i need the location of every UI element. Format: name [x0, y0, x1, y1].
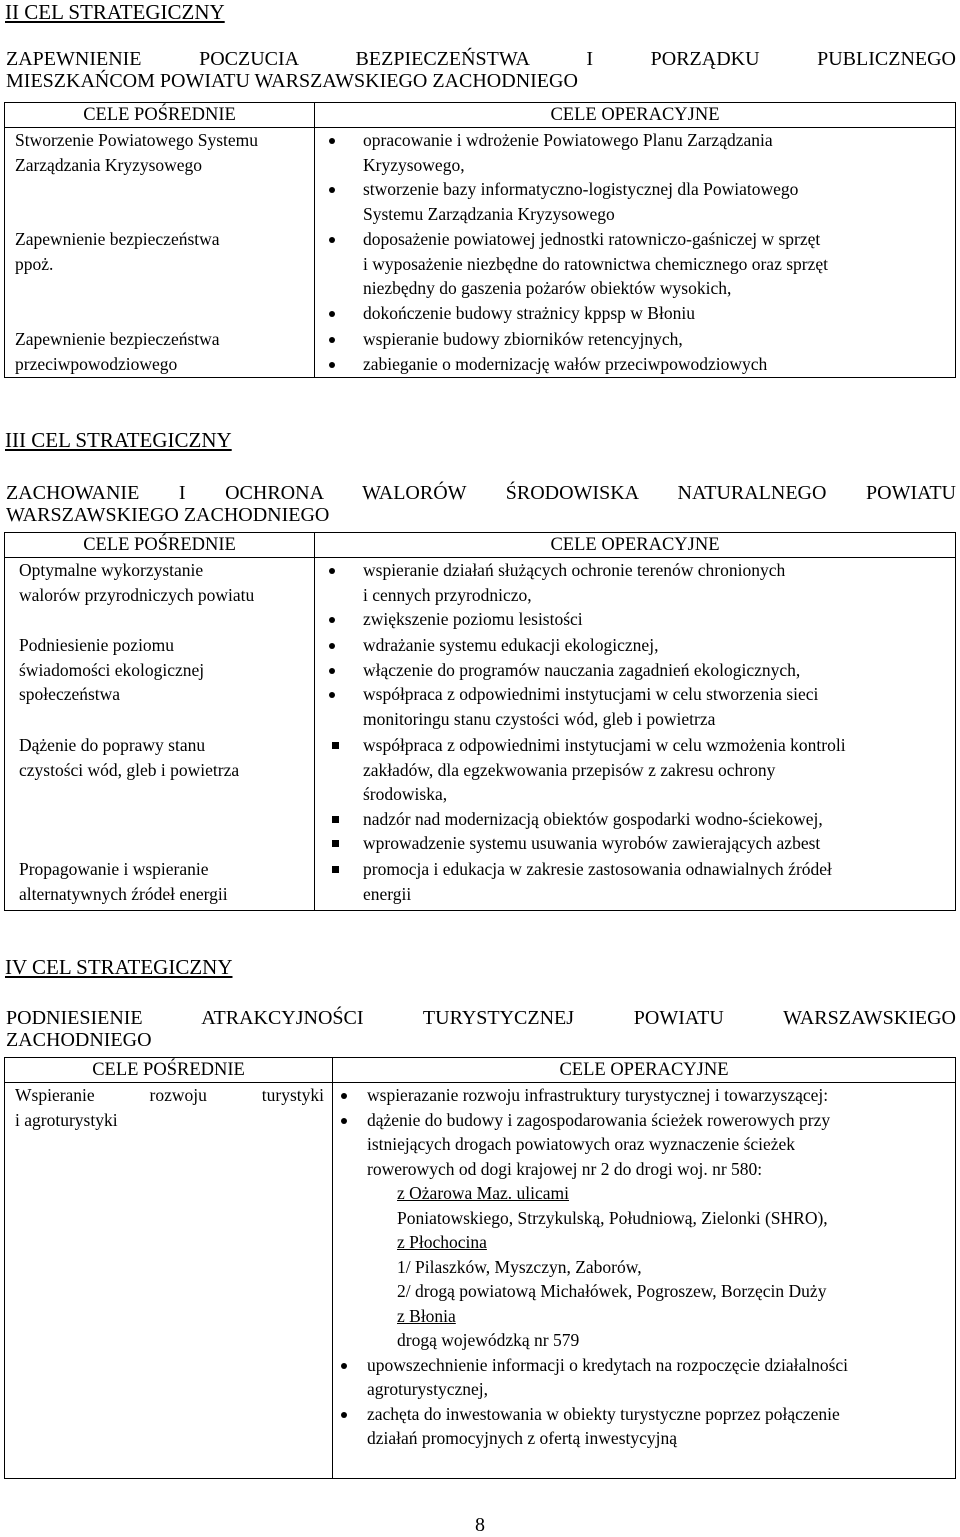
- text-line: Podniesienie poziomu: [19, 635, 175, 655]
- text-line: i wyposażenie niezbędne do ratownictwa chemicznego oraz sprzęt: [363, 253, 828, 274]
- table-row: [5, 857, 955, 910]
- text-line: istniejących drogach powiatowych oraz wyznaczenie ścieżek: [367, 1134, 796, 1154]
- text-line: Systemu Zarządzania Kryzysowego: [363, 203, 615, 224]
- section-title: IV CEL STRATEGICZNY: [5, 955, 233, 979]
- table-row: [5, 327, 955, 377]
- list-item: [329, 352, 955, 377]
- intermediate-goal: [5, 128, 315, 227]
- square-bullet-icon: [332, 742, 339, 749]
- text-line: wspieranie budowy zbiorników retencyjnych,: [363, 329, 683, 349]
- page-number: 8: [475, 1514, 485, 1536]
- text-line: działań promocyjnych z ofertą inwestycyjną: [367, 1428, 678, 1448]
- table-header: [5, 103, 955, 128]
- bullet-icon: [329, 568, 335, 574]
- list-item: [329, 227, 955, 301]
- list-item: [329, 607, 955, 632]
- table-row: [5, 1083, 955, 1478]
- route-path: drogą wojewódzką nr 579: [397, 1330, 580, 1350]
- col-header-intermediate: CELE POŚREDNIE: [5, 1058, 333, 1082]
- goal-line: WARSZAWSKIEGO ZACHODNIEGO: [6, 504, 330, 526]
- goals-table: [4, 532, 956, 911]
- text-line: i cennych przyrodniczo,: [363, 584, 532, 605]
- col-header-operational: CELE OPERACYJNE: [559, 1060, 729, 1080]
- intermediate-goal: [5, 633, 315, 733]
- list-item: [329, 658, 955, 683]
- col-header-operational: CELE OPERACYJNE: [550, 105, 720, 125]
- list-item: [329, 128, 955, 177]
- text-line: społeczeństwa: [19, 684, 121, 704]
- text-line: przeciwpowodziowego: [15, 353, 178, 374]
- list-item: [341, 1402, 955, 1451]
- text-line: Propagowanie i wspieranie: [19, 859, 209, 879]
- table-row: [5, 733, 955, 857]
- goal-line: ZACHODNIEGO: [6, 1029, 152, 1051]
- operational-goals: [315, 733, 955, 857]
- route-path: 2/ drogą powiatową Michałówek, Pogroszew, Borzęcin Duży: [397, 1281, 827, 1301]
- list-item: [329, 558, 955, 607]
- table-row: [5, 633, 955, 733]
- text-line: walorów przyrodniczych powiatu: [19, 584, 255, 605]
- section-title: III CEL STRATEGICZNY: [5, 428, 232, 452]
- goal-line: PODNIESIENIE ATRAKCYJNOŚCI TURYSTYCZNEJ POWIATU WARSZAWSKIEGO: [6, 1007, 956, 1029]
- table-header: [5, 533, 955, 558]
- text-line: współpraca z odpowiednimi instytucjami w celu wzmożenia kontroli: [363, 735, 846, 755]
- bullet-icon: [341, 1093, 347, 1099]
- text-line: wprowadzenie systemu usuwania wyrobów zawierających azbest: [363, 833, 821, 853]
- strategic-goal: [6, 48, 956, 92]
- list-item: [341, 1083, 955, 1108]
- list-item: [329, 831, 955, 856]
- text-line: opracowanie i wdrożenie Powiatowego Planu Zarządzania: [363, 130, 773, 150]
- list-item: [329, 327, 955, 352]
- intermediate-goal: [5, 558, 315, 633]
- table-header: [5, 1058, 955, 1083]
- text-line: energii: [363, 883, 412, 904]
- text-line: dążenie do budowy i zagospodarowania ścieżek rowerowych przy: [367, 1109, 831, 1130]
- list-item: [341, 1353, 955, 1402]
- text-line: Stworzenie Powiatowego Systemu: [15, 130, 259, 150]
- square-bullet-icon: [332, 840, 339, 847]
- text-line: świadomości ekologicznej: [19, 659, 205, 680]
- text-line: promocja i edukacja w zakresie zastosowania odnawialnych źródeł: [363, 859, 832, 879]
- intermediate-goal: [5, 227, 315, 327]
- strategic-goal: [6, 482, 956, 526]
- text-line: ppoż.: [15, 253, 54, 274]
- goal-line: ZAPEWNIENIE POCZUCIA BEZPIECZEŃSTWA I PORZĄDKU PUBLICZNEGO: [6, 48, 956, 70]
- operational-goals: [315, 227, 955, 327]
- table-row: [5, 558, 955, 633]
- intermediate-goal: [5, 857, 315, 910]
- operational-goals: [315, 558, 955, 633]
- operational-goals: [333, 1083, 955, 1478]
- text-line: Optymalne wykorzystanie: [19, 560, 204, 580]
- list-item: [329, 733, 955, 807]
- text-line: zwiększenie poziomu lesistości: [363, 609, 583, 629]
- bullet-icon: [329, 311, 335, 317]
- list-item: [329, 301, 955, 326]
- bullet-icon: [329, 362, 335, 368]
- table-row: [5, 227, 955, 327]
- bullet-icon: [329, 692, 335, 698]
- text-line: czystości wód, gleb i powietrza: [19, 759, 240, 780]
- strategic-goal: [6, 1007, 956, 1051]
- text-line: włączenie do programów nauczania zagadnień ekologicznych,: [363, 659, 801, 680]
- text-line: wspieranie działań służących ochronie terenów chronionych: [363, 560, 786, 580]
- goals-table: [4, 1057, 956, 1479]
- text-line: współpraca z odpowiednimi instytucjami w celu stworzenia sieci: [363, 684, 819, 704]
- bullet-icon: [329, 187, 335, 193]
- list-item: [329, 682, 955, 731]
- list-item: [329, 807, 955, 832]
- bullet-icon: [341, 1412, 347, 1418]
- goal-line: MIESZKAŃCOM POWIATU WARSZAWSKIEGO ZACHODNIEGO: [6, 70, 578, 92]
- text-line: rowerowych od dogi krajowej nr 2 do drogi woj. nr 580:: [367, 1158, 763, 1179]
- square-bullet-icon: [332, 866, 339, 873]
- text-line: Zapewnienie bezpieczeństwa: [15, 229, 220, 249]
- list-item: [329, 633, 955, 658]
- text-line: monitoringu stanu czystości wód, gleb i powietrza: [363, 708, 716, 729]
- text-line: zachęta do inwestowania w obiekty turystyczne poprzez połączenie: [367, 1403, 840, 1424]
- text-line: stworzenie bazy informatyczno-logistycznej dla Powiatowego: [363, 179, 799, 199]
- list-item: [341, 1108, 955, 1353]
- col-header-intermediate: CELE POŚREDNIE: [5, 103, 315, 127]
- square-bullet-icon: [332, 816, 339, 823]
- bullet-icon: [329, 668, 335, 674]
- text-line: upowszechnienie informacji o kredytach na rozpoczęcie działalności: [367, 1354, 849, 1375]
- col-header-operational: CELE OPERACYJNE: [550, 535, 720, 555]
- goals-table: [4, 102, 956, 378]
- bullet-icon: [329, 643, 335, 649]
- list-item: [329, 857, 955, 906]
- col-header-intermediate: CELE POŚREDNIE: [5, 533, 315, 557]
- route-path: 1/ Pilaszków, Myszczyn, Zaborów,: [397, 1256, 642, 1277]
- route-origin: z Ożarowa Maz. ulicami: [397, 1183, 570, 1203]
- operational-goals: [315, 327, 955, 377]
- section-title: II CEL STRATEGICZNY: [5, 0, 225, 24]
- text-line: wdrażanie systemu edukacji ekologicznej,: [363, 635, 659, 655]
- bullet-icon: [329, 237, 335, 243]
- text-line: doposażenie powiatowej jednostki ratowniczo-gaśniczej w sprzęt: [363, 229, 821, 249]
- operational-goals: [315, 633, 955, 733]
- text-line: agroturystycznej,: [367, 1379, 488, 1399]
- text-line: dokończenie budowy strażnicy kppsp w Błoniu: [363, 302, 695, 323]
- text-line: Zapewnienie bezpieczeństwa: [15, 329, 220, 349]
- text-line: wspierazanie rozwoju infrastruktury turystycznej i towarzyszącej:: [367, 1085, 829, 1105]
- bullet-icon: [341, 1118, 347, 1124]
- text-line: alternatywnych źródeł energii: [19, 883, 228, 904]
- list-item: [329, 177, 955, 226]
- bullet-icon: [329, 617, 335, 623]
- text-line: i agroturystyki: [15, 1109, 118, 1130]
- goal-line: ZACHOWANIE I OCHRONA WALORÓW ŚRODOWISKA NATURALNEGO POWIATU: [6, 482, 956, 504]
- text-line: niezbędny do gaszenia pożarów obiektów wysokich,: [363, 278, 732, 298]
- text-line: Wspieranie rozwoju turystyki: [15, 1085, 324, 1105]
- operational-goals: [315, 857, 955, 910]
- intermediate-goal: [5, 1083, 333, 1478]
- text-line: środowiska,: [363, 784, 448, 804]
- intermediate-goal: [5, 327, 315, 377]
- operational-goals: [315, 128, 955, 227]
- bullet-icon: [341, 1363, 347, 1369]
- route-origin: z Płochocina: [397, 1232, 487, 1252]
- text-line: Dążenie do poprawy stanu: [19, 735, 206, 755]
- text-line: zabieganie o modernizację wałów przeciwpowodziowych: [363, 353, 768, 374]
- table-row: [5, 128, 955, 227]
- bullet-icon: [329, 138, 335, 144]
- text-line: Kryzysowego,: [363, 154, 465, 175]
- bullet-icon: [329, 337, 335, 343]
- intermediate-goal: [5, 733, 315, 857]
- text-line: Zarządzania Kryzysowego: [15, 154, 203, 175]
- route-origin: z Błonia: [397, 1305, 456, 1326]
- text-line: zakładów, dla egzekwowania przepisów z zakresu ochrony: [363, 759, 776, 780]
- route-path: Poniatowskiego, Strzykulską, Południową, Zielonki (SHRO),: [397, 1207, 828, 1228]
- text-line: nadzór nad modernizacją obiektów gospodarki wodno-ściekowej,: [363, 808, 823, 829]
